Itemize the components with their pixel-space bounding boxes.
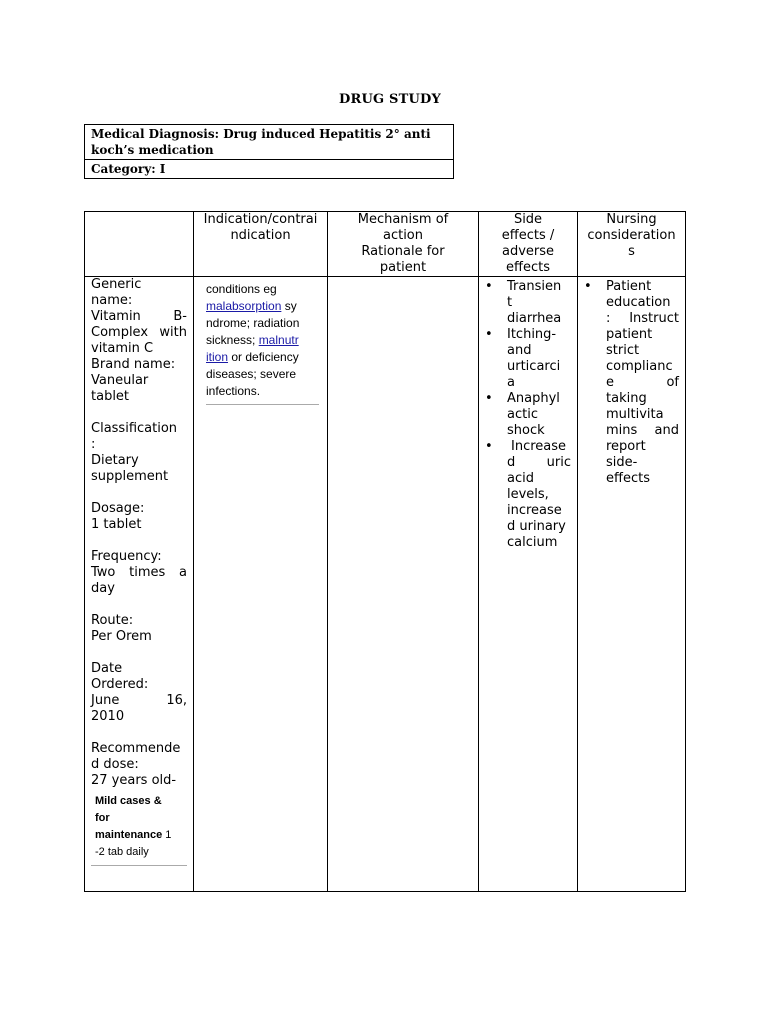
recommended-dose-label: Recommende bbox=[91, 741, 181, 756]
classification-label: : bbox=[91, 437, 96, 452]
nursing-text: • Patient bbox=[606, 279, 652, 294]
mechanism-cell bbox=[328, 277, 479, 892]
side-effect-text: acid bbox=[507, 471, 534, 486]
header-text: Rationale for bbox=[361, 244, 445, 259]
mild-cases-block bbox=[91, 789, 187, 866]
side-effect-text: actic bbox=[507, 407, 538, 422]
header-text: Side bbox=[513, 212, 543, 227]
generic-value: Complex with bbox=[91, 325, 187, 340]
side-effects-list bbox=[479, 279, 577, 551]
nursing-text: side- bbox=[606, 455, 638, 470]
generic-value: vitamin C bbox=[91, 341, 154, 356]
side-effect-text: levels, bbox=[507, 487, 549, 502]
indication-text: ndrome; radiation bbox=[206, 316, 300, 330]
nursing-list bbox=[578, 279, 685, 487]
recommended-dose-value: 27 years old- bbox=[91, 773, 177, 788]
side-effect-text: urticarci bbox=[507, 359, 561, 374]
diagnosis-line: koch’s medication bbox=[91, 143, 214, 157]
header-mechanism bbox=[328, 212, 479, 277]
side-effect-text: • Anaphyl bbox=[507, 391, 560, 406]
nursing-text: report bbox=[606, 439, 646, 454]
route-label: Route: bbox=[91, 613, 134, 628]
side-effect-text: d urinary bbox=[507, 519, 566, 534]
side-effect-text: shock bbox=[507, 423, 545, 438]
nursing-text: : Instruct bbox=[606, 311, 679, 326]
generic-label: name: bbox=[91, 293, 133, 308]
nursing-text: e of bbox=[606, 375, 679, 390]
dosage-label: Dosage: bbox=[91, 501, 145, 516]
side-effect-text: • Itching- bbox=[507, 327, 557, 342]
side-effect-text: t bbox=[507, 295, 513, 310]
brand-value: tablet bbox=[91, 389, 130, 404]
header-text: ndication bbox=[230, 228, 291, 243]
side-effect-text: • Increase bbox=[511, 439, 567, 454]
header-nursing bbox=[578, 212, 686, 277]
indication-text: sickness; bbox=[206, 333, 259, 347]
mild-cases-text: 1 bbox=[162, 829, 172, 841]
nursing-text: complianc bbox=[606, 359, 673, 374]
side-effects-cell bbox=[479, 277, 578, 892]
indication-text: conditions eg bbox=[206, 282, 277, 296]
side-effect-text: a bbox=[507, 375, 515, 390]
nursing-text: strict bbox=[606, 343, 640, 358]
page-title: DRUG STUDY bbox=[339, 92, 441, 107]
dosage-value: 1 tablet bbox=[91, 517, 142, 532]
header-text: Nursing bbox=[606, 212, 657, 227]
side-effect-text: calcium bbox=[507, 535, 558, 550]
category-cell: Category: I bbox=[85, 160, 454, 179]
mild-cases-text: -2 tab daily bbox=[95, 846, 149, 858]
medical-diagnosis-cell bbox=[85, 125, 454, 160]
drug-info-cell bbox=[85, 277, 194, 892]
date-label: Ordered: bbox=[91, 677, 149, 692]
diagnosis-table bbox=[84, 124, 454, 179]
malnutrition-link[interactable]: malnutr bbox=[258, 333, 299, 347]
side-effect-text: d uric bbox=[507, 455, 571, 470]
date-value: 2010 bbox=[91, 709, 125, 724]
brand-value: Vaneular bbox=[91, 373, 149, 388]
body-row bbox=[85, 277, 686, 892]
header-text: adverse bbox=[501, 244, 555, 259]
indication-text: diseases; severe bbox=[206, 367, 297, 381]
nursing-item bbox=[606, 279, 679, 487]
nursing-text: mins and bbox=[606, 423, 679, 438]
nursing-text: multivita bbox=[606, 407, 664, 422]
header-text: effects bbox=[506, 260, 550, 275]
mild-cases-text: Mild cases & bbox=[95, 795, 162, 807]
diagnosis-line: Medical Diagnosis: Drug induced Hepatitis 2° anti bbox=[91, 127, 431, 141]
frequency-value: Two times a bbox=[91, 565, 187, 580]
nursing-cell bbox=[578, 277, 686, 892]
nursing-text: taking bbox=[606, 391, 647, 406]
side-effect-item bbox=[507, 327, 571, 391]
indication-cell bbox=[194, 277, 328, 892]
nursing-text: effects bbox=[606, 471, 650, 486]
frequency-value: day bbox=[91, 581, 115, 596]
recommended-dose-label: d dose: bbox=[91, 757, 139, 772]
header-side-effects bbox=[479, 212, 578, 277]
side-effect-text: diarrhea bbox=[507, 311, 562, 326]
brand-label: Brand name: bbox=[91, 357, 176, 372]
drug-study-table bbox=[84, 211, 686, 892]
header-text: effects / bbox=[501, 228, 555, 243]
indication-block bbox=[206, 281, 319, 405]
mild-cases-text: maintenance bbox=[95, 829, 163, 841]
side-effect-item bbox=[507, 279, 571, 327]
side-effect-text: • Transien bbox=[507, 279, 562, 294]
side-effect-text: increase bbox=[507, 503, 562, 518]
indication-text: infections. bbox=[206, 384, 261, 398]
indication-text: sy bbox=[281, 299, 297, 313]
classification-value: supplement bbox=[91, 469, 169, 484]
header-text: s bbox=[628, 244, 635, 259]
side-effect-text: and bbox=[507, 343, 532, 358]
malnutrition-link[interactable]: ition bbox=[206, 350, 229, 364]
side-effect-item bbox=[507, 391, 571, 439]
header-indication bbox=[194, 212, 328, 277]
nursing-text: education bbox=[606, 295, 671, 310]
header-text: Indication/contrai bbox=[203, 212, 318, 227]
header-text: Mechanism of bbox=[357, 212, 449, 227]
frequency-label: Frequency: bbox=[91, 549, 162, 564]
header-text: action bbox=[382, 228, 423, 243]
date-label: Date bbox=[91, 661, 123, 676]
generic-label: Generic bbox=[91, 277, 142, 292]
classification-value: Dietary bbox=[91, 453, 139, 468]
route-value: Per Orem bbox=[91, 629, 152, 644]
side-effect-item bbox=[507, 439, 571, 551]
classification-label: Classification bbox=[91, 421, 178, 436]
mild-cases-text: for bbox=[95, 812, 110, 824]
date-value: June 16, bbox=[91, 693, 187, 708]
generic-value: Vitamin B- bbox=[91, 309, 187, 324]
malabsorption-link[interactable]: malabsorption bbox=[206, 299, 282, 313]
nursing-text: patient bbox=[606, 327, 653, 342]
header-row bbox=[85, 212, 686, 277]
header-drug bbox=[85, 212, 194, 277]
header-text: patient bbox=[379, 260, 427, 275]
indication-text: or deficiency bbox=[228, 350, 299, 364]
header-text: consideration bbox=[587, 228, 676, 243]
